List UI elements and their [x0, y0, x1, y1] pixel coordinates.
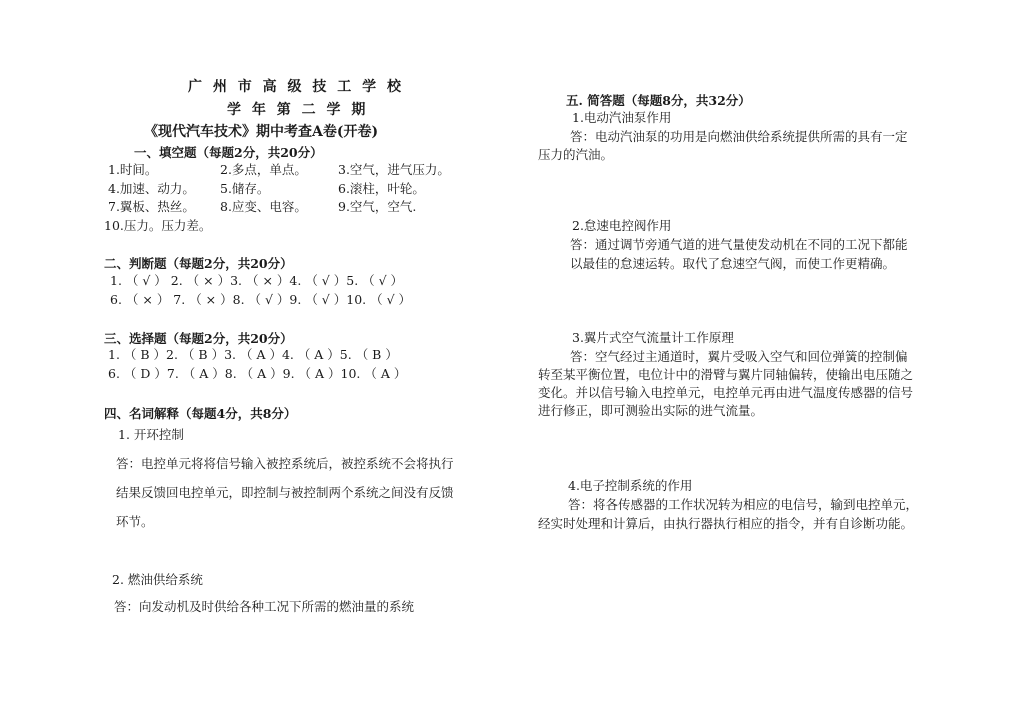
qa-1-answer-line-1: 答：电动汽油泵的功用是向燃油供给系统提供所需的具有一定: [570, 129, 908, 144]
qa-1-question: 1.电动汽油泵作用: [572, 110, 672, 125]
judge-row-1: 1. （ √ ） 2. （ × ）3. （ × ）4. （ √ ）5. （ √ ）: [110, 273, 404, 288]
section-5-title: 五. 简答题（每题8分，共32分）: [566, 93, 751, 108]
term-1-answer-line-3: 环节。: [116, 514, 154, 529]
qa-4-question: 4.电子控制系统的作用: [568, 478, 693, 493]
qa-2-question: 2.怠速电控阀作用: [572, 218, 672, 233]
fill-3-1: 7.翼板、热丝。: [108, 199, 195, 214]
semester: 学 年 第 二 学 期: [227, 102, 369, 118]
qa-3-answer-line-1: 答：空气经过主通道时，翼片受吸入空气和回位弹簧的控制偏: [570, 349, 908, 364]
fill-3-3: 9.空气，空气.: [338, 199, 417, 214]
choice-row-1: 1. （ B ）2. （ B ）3. （ A ）4. （ A ）5. （ B ）: [108, 347, 398, 362]
judge-row-2: 6. （ × ） 7. （ × ）8. （ √ ）9. （ √ ）10. （ √ ）: [110, 292, 412, 307]
school-name: 广 州 市 高 级 技 工 学 校: [188, 79, 404, 95]
qa-4-answer-line-1: 答：将各传感器的工作状况转为相应的电信号，输到电控单元，: [568, 497, 919, 512]
qa-3-answer-line-3: 变化。并以信号输入电控单元，电控单元再由进气温度传感器的信号: [538, 385, 914, 400]
section-2-title: 二、判断题（每题2分，共20分）: [104, 256, 293, 271]
term-1-answer-line-2: 结果反馈回电控单元，即控制与被控制两个系统之间没有反馈: [116, 485, 454, 500]
choice-row-2: 6. （ D ）7. （ A ）8. （ A ）9. （ A ）10. （ A ）: [108, 366, 407, 381]
exam-title: 《现代汽车技术》期中考查A卷(开卷): [144, 124, 379, 140]
qa-1-answer-line-2: 压力的汽油。: [538, 147, 614, 162]
fill-1-3: 3.空气，进气压力。: [338, 162, 450, 177]
fill-2-2: 5.储存。: [220, 181, 270, 196]
fill-3-2: 8.应变、电容。: [220, 199, 307, 214]
qa-3-answer-line-2: 转至某平衡位置，电位计中的滑臂与翼片同轴偏转，使输出电压随之: [538, 367, 914, 382]
qa-2-answer-line-1: 答：通过调节旁通气道的进气量使发动机在不同的工况下都能: [570, 237, 908, 252]
section-1-title: 一、填空题（每题2分，共20分）: [134, 145, 323, 160]
right-column: [520, 0, 1024, 709]
qa-4-answer-line-2: 经实时处理和计算后，由执行器执行相应的指令，并有自诊断功能。: [538, 516, 914, 531]
qa-2-answer-line-2: 以最佳的怠速运转。取代了怠速空气阀，而使工作更精确。: [570, 256, 896, 271]
section-4-title: 四、名词解释（每题4分，共8分）: [104, 406, 297, 421]
fill-2-3: 6.滚柱，叶轮。: [338, 181, 425, 196]
qa-3-question: 3.翼片式空气流量计工作原理: [572, 330, 734, 345]
fill-1-1: 1.时间。: [108, 162, 158, 177]
fill-4-1: 10.压力。压力差。: [104, 218, 212, 233]
term-2-answer: 答：向发动机及时供给各种工况下所需的燃油量的系统: [114, 599, 415, 614]
term-1-answer-line-1: 答：电控单元将将信号输入被控系统后，被控系统不会将执行: [116, 456, 454, 471]
qa-3-answer-line-4: 进行修正，即可测验出实际的进气流量。: [538, 403, 764, 418]
section-3-title: 三、选择题（每题2分，共20分）: [104, 331, 293, 346]
term-1-question: 1. 开环控制: [118, 427, 184, 442]
term-2-question: 2. 燃油供给系统: [112, 572, 203, 587]
fill-2-1: 4.加速、动力。: [108, 181, 195, 196]
fill-1-2: 2.多点，单点。: [220, 162, 307, 177]
